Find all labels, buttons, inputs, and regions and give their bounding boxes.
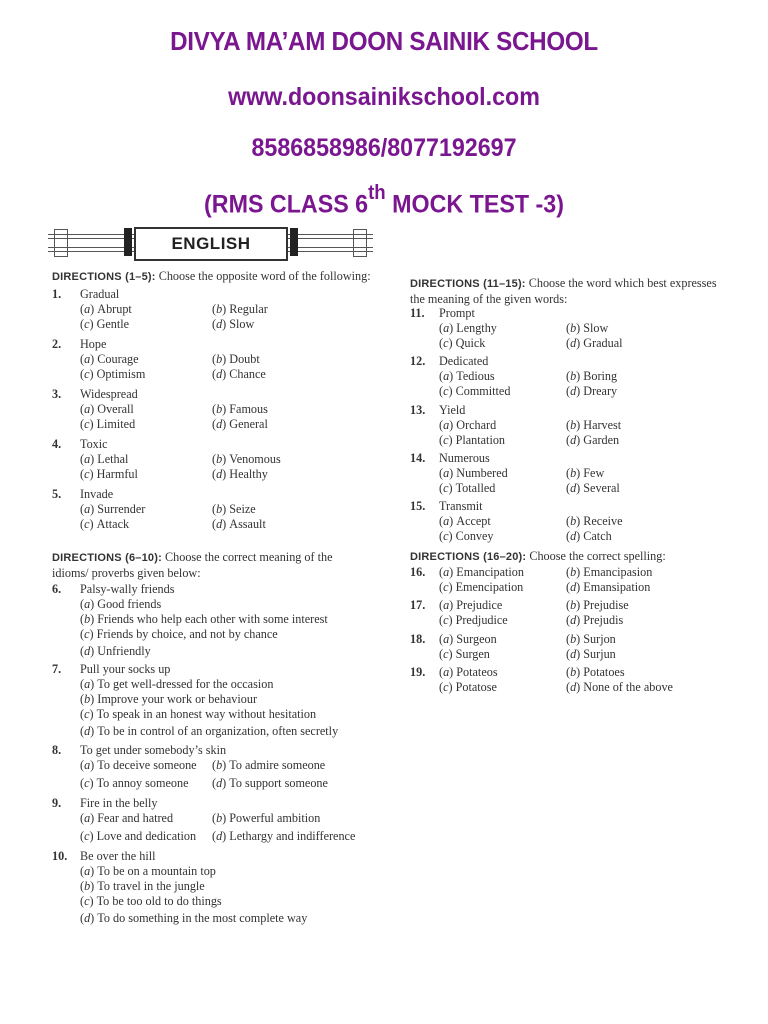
option-c[interactable] (80, 517, 129, 532)
option-letter: (b) (212, 402, 227, 416)
option-letter: (a) (439, 418, 454, 432)
option-letter: (b) (566, 514, 581, 528)
question-number: 13. (410, 403, 426, 417)
option-text: Slow (583, 321, 609, 335)
option-letter: (a) (80, 677, 95, 691)
option-a[interactable] (439, 418, 496, 433)
option-letter: (c) (80, 467, 94, 481)
option-letter: (c) (80, 517, 94, 531)
option-a[interactable] (80, 597, 161, 612)
option-c[interactable] (80, 829, 196, 844)
option-letter: (c) (80, 894, 94, 908)
directions-6-10 (52, 550, 372, 581)
option-letter: (d) (212, 467, 227, 481)
option-b[interactable] (212, 758, 325, 773)
option-text: To travel in the jungle (97, 879, 205, 893)
option-letter: (d) (566, 481, 581, 495)
question-word: Fire in the belly (80, 796, 158, 810)
option-b[interactable] (212, 811, 320, 826)
option-d[interactable] (80, 644, 151, 659)
option-text: Attack (96, 517, 130, 531)
option-text: Prejudis (583, 613, 624, 627)
option-c[interactable] (439, 647, 490, 662)
option-d[interactable] (566, 647, 616, 662)
option-letter: (d) (212, 517, 227, 531)
option-text: Prejudise (583, 598, 629, 612)
option-text: Chance (229, 367, 266, 381)
option-letter: (a) (80, 864, 95, 878)
option-text: To speak in an honest way without hesitation (96, 707, 317, 721)
option-text: Optimism (96, 367, 146, 381)
school-name: DIVYA MA’AM DOON SAINIK SCHOOL (170, 26, 598, 56)
option-text: Committed (455, 384, 511, 398)
option-d[interactable] (566, 529, 612, 544)
option-text: Lengthy (456, 321, 497, 335)
question-word: Transmit (439, 499, 483, 513)
option-d[interactable] (566, 580, 650, 595)
option-letter: (a) (439, 598, 454, 612)
option-letter: (b) (566, 565, 581, 579)
option-letter: (c) (439, 433, 453, 447)
option-letter: (d) (212, 417, 227, 431)
option-d[interactable] (566, 384, 617, 399)
option-c[interactable] (80, 317, 129, 332)
question-number: 7. (52, 662, 62, 676)
option-letter: (b) (566, 665, 581, 679)
option-letter: (b) (212, 452, 227, 466)
option-a[interactable] (80, 864, 216, 879)
option-text: Orchard (456, 418, 497, 432)
option-text: Convey (455, 529, 494, 543)
option-text: Catch (583, 529, 612, 543)
option-text: Abrupt (97, 302, 132, 316)
option-letter: (c) (439, 384, 453, 398)
option-letter: (d) (566, 680, 581, 694)
option-text: Good friends (97, 597, 162, 611)
question-number: 6. (52, 582, 62, 596)
option-b[interactable] (212, 502, 256, 517)
option-b[interactable] (566, 466, 604, 481)
option-text: To be too old to do things (96, 894, 222, 908)
option-letter: (b) (566, 369, 581, 383)
option-d[interactable] (212, 317, 254, 332)
option-a[interactable] (80, 758, 197, 773)
question-word: Dedicated (439, 354, 489, 368)
option-text: Emansipation (583, 580, 651, 594)
option-letter: (b) (566, 321, 581, 335)
option-a[interactable] (439, 369, 495, 384)
option-text: Quick (455, 336, 486, 350)
option-text: Several (583, 481, 620, 495)
option-text: Emencipation (455, 580, 524, 594)
option-c[interactable] (80, 467, 138, 482)
option-text: Emancipasion (583, 565, 653, 579)
option-text: Healthy (229, 467, 268, 481)
question-number: 19. (410, 665, 426, 679)
option-text: Lethal (97, 452, 129, 466)
banner-end-right (353, 229, 367, 257)
question-word: Invade (80, 487, 114, 501)
option-text: Seize (229, 502, 256, 516)
option-text: To admire someone (229, 758, 326, 772)
option-letter: (a) (80, 352, 95, 366)
banner-block-left (124, 228, 132, 256)
option-text: Potateos (456, 665, 498, 679)
option-b[interactable] (566, 369, 617, 384)
option-text: Gentle (96, 317, 130, 331)
option-letter: (d) (566, 336, 581, 350)
option-b[interactable] (566, 418, 621, 433)
question-word: Prompt (439, 306, 475, 320)
option-c[interactable] (439, 336, 485, 351)
question-number: 2. (52, 337, 62, 351)
option-letter: (b) (80, 879, 95, 893)
option-d[interactable] (212, 467, 268, 482)
option-text: Fear and hatred (97, 811, 174, 825)
question-word: Be over the hill (80, 849, 156, 863)
test-title-sup: th (368, 182, 386, 204)
option-text: None of the above (583, 680, 673, 694)
option-letter: (a) (439, 466, 454, 480)
option-letter: (d) (566, 580, 581, 594)
option-a[interactable] (80, 502, 145, 517)
option-letter: (c) (439, 680, 453, 694)
option-text: Slow (229, 317, 255, 331)
option-text: Assault (229, 517, 266, 531)
option-a[interactable] (439, 514, 491, 529)
section-title: ENGLISH (134, 227, 288, 261)
option-letter: (c) (80, 776, 94, 790)
option-text: Friends by choice, and not by chance (96, 627, 278, 641)
option-text: Famous (229, 402, 268, 416)
option-text: Tedious (456, 369, 495, 383)
directions-1-5-text: Choose the opposite word of the following: (155, 269, 371, 283)
option-letter: (c) (439, 580, 453, 594)
option-text: Emancipation (456, 565, 524, 579)
option-text: Garden (583, 433, 620, 447)
question-number: 14. (410, 451, 426, 465)
option-text: Surjon (583, 632, 616, 646)
option-c[interactable] (439, 529, 494, 544)
option-d[interactable] (80, 911, 307, 926)
option-c[interactable] (80, 707, 316, 722)
option-text: Courage (97, 352, 139, 366)
question-number: 5. (52, 487, 62, 501)
directions-11-15 (410, 276, 725, 307)
option-c[interactable] (439, 613, 508, 628)
option-text: To get well-dressed for the occasion (97, 677, 274, 691)
option-text: Venomous (229, 452, 281, 466)
option-d[interactable] (566, 336, 623, 351)
option-letter: (d) (80, 644, 95, 658)
option-letter: (c) (80, 829, 94, 843)
option-a[interactable] (80, 302, 132, 317)
option-d[interactable] (566, 481, 620, 496)
option-d[interactable] (212, 367, 266, 382)
option-letter: (b) (80, 692, 95, 706)
option-a[interactable] (439, 466, 508, 481)
option-b[interactable] (212, 402, 268, 417)
option-text: Prejudice (456, 598, 503, 612)
option-text: Surrender (97, 502, 146, 516)
option-letter: (b) (212, 758, 227, 772)
question-word: To get under somebody’s skin (80, 743, 227, 757)
option-b[interactable] (80, 879, 205, 894)
option-letter: (a) (439, 514, 454, 528)
option-letter: (d) (566, 613, 581, 627)
option-b[interactable] (212, 452, 281, 467)
option-d[interactable] (80, 724, 338, 739)
question-number: 10. (52, 849, 68, 863)
option-b[interactable] (566, 565, 652, 580)
option-letter: (d) (212, 829, 227, 843)
option-text: Doubt (229, 352, 260, 366)
question-number: 16. (410, 565, 426, 579)
option-letter: (b) (566, 632, 581, 646)
option-d[interactable] (566, 613, 623, 628)
option-c[interactable] (439, 384, 510, 399)
option-text: Predjudice (455, 613, 508, 627)
option-c[interactable] (80, 367, 145, 382)
option-d[interactable] (566, 433, 619, 448)
option-a[interactable] (439, 632, 497, 647)
option-text: Regular (229, 302, 268, 316)
option-text: General (229, 417, 268, 431)
directions-1-5 (52, 269, 382, 285)
option-letter: (d) (80, 724, 95, 738)
question-word: Toxic (80, 437, 108, 451)
option-letter: (a) (80, 452, 95, 466)
option-a[interactable] (80, 452, 128, 467)
phone-numbers: 8586858986/8077192697 (251, 134, 517, 162)
option-text: Numbered (456, 466, 508, 480)
option-letter: (a) (80, 811, 95, 825)
option-letter: (c) (80, 417, 94, 431)
option-letter: (c) (80, 317, 94, 331)
test-title (27, 182, 741, 219)
option-text: Limited (96, 417, 136, 431)
option-text: Few (583, 466, 605, 480)
school-website[interactable]: www.doonsainikschool.com (228, 83, 540, 111)
option-a[interactable] (80, 402, 134, 417)
directions-6-10-text: Choose the correct meaning of the idioms/ proverbs given below: (52, 550, 333, 580)
question-word: Yield (439, 403, 466, 417)
option-c[interactable] (80, 894, 222, 909)
option-b[interactable] (212, 352, 260, 367)
option-c[interactable] (80, 417, 135, 432)
banner-end-left (54, 229, 68, 257)
option-letter: (d) (80, 911, 95, 925)
option-text: To be in control of an organization, often secretly (97, 724, 339, 738)
option-c[interactable] (439, 580, 523, 595)
option-text: Boring (583, 369, 618, 383)
question-number: 3. (52, 387, 62, 401)
question-number: 11. (410, 306, 425, 320)
option-text: Harmful (96, 467, 138, 481)
option-letter: (b) (212, 302, 227, 316)
option-letter: (c) (80, 367, 94, 381)
option-letter: (a) (80, 502, 95, 516)
option-b[interactable] (212, 302, 268, 317)
option-text: Surgen (455, 647, 490, 661)
option-text: Overall (97, 402, 134, 416)
option-a[interactable] (439, 321, 497, 336)
option-c[interactable] (439, 680, 497, 695)
option-letter: (a) (80, 597, 95, 611)
option-text: Potatose (455, 680, 497, 694)
option-letter: (a) (439, 321, 454, 335)
option-letter: (c) (439, 336, 453, 350)
banner-block-right (290, 228, 298, 256)
directions-16-20 (410, 549, 730, 565)
directions-11-15-label: DIRECTIONS (11–15): (410, 278, 526, 290)
option-letter: (d) (566, 384, 581, 398)
option-letter: (a) (439, 565, 454, 579)
option-b[interactable] (80, 612, 328, 627)
option-a[interactable] (439, 565, 524, 580)
option-letter: (c) (439, 647, 453, 661)
option-a[interactable] (80, 811, 173, 826)
question-word: Pull your socks up (80, 662, 171, 676)
option-b[interactable] (566, 632, 616, 647)
option-text: Dreary (583, 384, 618, 398)
option-letter: (c) (80, 707, 94, 721)
question-word: Numerous (439, 451, 490, 465)
question-word: Palsy-wally friends (80, 582, 175, 596)
question-number: 17. (410, 598, 426, 612)
directions-16-20-label: DIRECTIONS (16–20): (410, 551, 527, 563)
option-text: To annoy someone (96, 776, 189, 790)
option-text: To deceive someone (97, 758, 197, 772)
option-d[interactable] (212, 417, 268, 432)
option-letter: (c) (439, 481, 453, 495)
option-letter: (d) (566, 647, 581, 661)
option-letter: (d) (566, 529, 581, 543)
option-letter: (c) (439, 529, 453, 543)
option-text: To do something in the most complete way (97, 911, 308, 925)
option-d[interactable] (212, 776, 328, 791)
option-c[interactable] (80, 776, 188, 791)
question-number: 4. (52, 437, 62, 451)
option-text: To support someone (229, 776, 328, 790)
option-c[interactable] (439, 481, 495, 496)
directions-6-10-label: DIRECTIONS (6–10): (52, 552, 162, 564)
option-text: Plantation (455, 433, 506, 447)
option-text: Gradual (583, 336, 623, 350)
section-banner (48, 225, 373, 261)
option-text: To be on a mountain top (97, 864, 216, 878)
option-text: Friends who help each other with some interest (97, 612, 328, 626)
option-letter: (b) (80, 612, 95, 626)
option-letter: (a) (439, 632, 454, 646)
option-text: Improve your work or behaviour (97, 692, 258, 706)
option-b[interactable] (80, 692, 257, 707)
option-text: Surgeon (456, 632, 497, 646)
question-number: 9. (52, 796, 62, 810)
directions-11-15-text: Choose the word which best expresses the meaning of the given words: (410, 276, 717, 306)
option-letter: (c) (439, 613, 453, 627)
option-text: Unfriendly (97, 644, 151, 658)
option-text: Powerful ambition (229, 811, 321, 825)
question-number: 15. (410, 499, 426, 513)
option-letter: (a) (80, 402, 95, 416)
option-letter: (a) (439, 665, 454, 679)
option-c[interactable] (439, 433, 505, 448)
question-number: 18. (410, 632, 426, 646)
option-text: Surjun (583, 647, 616, 661)
option-letter: (d) (566, 433, 581, 447)
question-word: Widespread (80, 387, 138, 401)
question-number: 1. (52, 287, 62, 301)
option-letter: (d) (212, 367, 227, 381)
option-letter: (b) (212, 352, 227, 366)
test-title-prefix: (RMS CLASS 6 (204, 190, 369, 219)
option-text: Harvest (583, 418, 622, 432)
directions-1-5-label: DIRECTIONS (1–5): (52, 271, 156, 283)
question-number: 8. (52, 743, 62, 757)
option-c[interactable] (80, 627, 278, 642)
question-word: Hope (80, 337, 107, 351)
option-text: Receive (583, 514, 623, 528)
option-letter: (b) (566, 418, 581, 432)
option-b[interactable] (566, 665, 625, 680)
option-letter: (d) (212, 776, 227, 790)
option-b[interactable] (566, 321, 608, 336)
option-d[interactable] (212, 829, 355, 844)
option-letter: (b) (212, 502, 227, 516)
option-text: Totalled (455, 481, 496, 495)
option-letter: (a) (439, 369, 454, 383)
option-d[interactable] (212, 517, 266, 532)
option-text: Love and dedication (96, 829, 197, 843)
option-letter: (a) (80, 302, 95, 316)
option-b[interactable] (566, 514, 623, 529)
option-a[interactable] (439, 598, 502, 613)
option-b[interactable] (566, 598, 629, 613)
question-word: Gradual (80, 287, 120, 301)
option-letter: (c) (80, 627, 94, 641)
question-number: 12. (410, 354, 426, 368)
option-a[interactable] (439, 665, 498, 680)
option-a[interactable] (80, 677, 273, 692)
option-text: Accept (456, 514, 491, 528)
option-a[interactable] (80, 352, 139, 367)
option-text: Lethargy and indifference (229, 829, 356, 843)
option-d[interactable] (566, 680, 673, 695)
option-letter: (b) (212, 811, 227, 825)
option-text: Potatoes (583, 665, 625, 679)
option-letter: (d) (212, 317, 227, 331)
directions-16-20-text: Choose the correct spelling: (526, 549, 666, 563)
test-title-suffix: MOCK TEST -3) (385, 190, 564, 219)
option-letter: (a) (80, 758, 95, 772)
option-letter: (b) (566, 466, 581, 480)
option-letter: (b) (566, 598, 581, 612)
